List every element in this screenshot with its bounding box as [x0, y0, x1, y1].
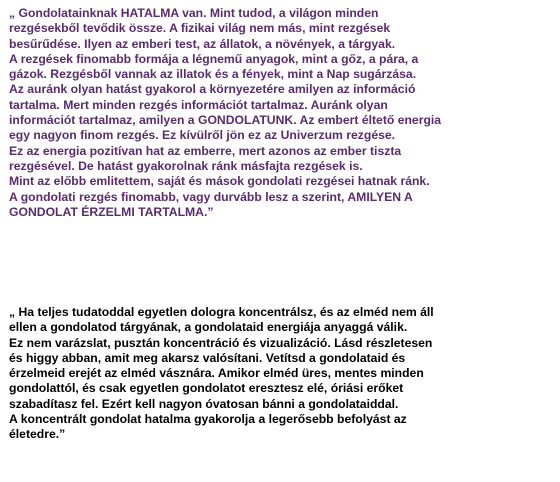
quote-line: „ Gondolatainknak HATALMA van. Mint tudod, a világon minden	[9, 6, 379, 20]
quote-line: „ Ha teljes tudatoddal egyetlen dologra koncentrálsz, és az elméd nem áll	[9, 305, 434, 319]
quote-line: rezgésével. De hatást gyakorolnak ránk másfajta rezgések is.	[9, 158, 363, 173]
quote-line: A gondolati rezgés finomabb, vagy durvább lesz a szerint, AMILYEN A	[9, 189, 413, 204]
quote-line: ellen a gondolatod tárgyának, a gondolataid energiája anyaggá válik.	[9, 320, 408, 335]
quote-line: Ez az energia pozitívan hat az emberre, mert azonos az ember tiszta	[9, 143, 402, 158]
quote-line: gázok. Rezgésből vannak az illatok és a fények, mint a Nap sugárzása.	[9, 67, 417, 82]
quote-line: rezgésekből tevődik össze. A fizikai világ nem más, mint rezgések	[9, 21, 391, 36]
quote-line: Mint az előbb emlitettem, saját és mások gondolati rezgései hatnak ránk.	[9, 174, 430, 189]
quote-line: A koncentrált gondolat hatalma gyakorolja a legerősebb befolyást az	[9, 412, 407, 427]
quote-paragraph-vibrations	[9, 6, 554, 220]
quote-line: GONDOLAT ÉRZELMI TARTALMA.”	[9, 204, 214, 219]
quote-line: és higgy abban, amit meg akarsz valósítani. Vetítsd a gondolataid és	[9, 350, 406, 365]
quote-line: érzelmeid erejét az elméd vásznára. Amikor elméd üres, mentes minden	[9, 366, 424, 381]
quote-line: gondolattól, és csak egyetlen gondolatot eresztesz elé, óriási erőket	[9, 381, 404, 396]
quote-line: életedre.”	[9, 427, 66, 442]
quote-line: A rezgések finomabb formája a légnemű anyagok, mint a gőz, a pára, a	[9, 51, 419, 66]
quote-line: Ez nem varázslat, pusztán koncentráció és vizualizáció. Lásd részletesen	[9, 335, 433, 350]
quote-line: besűrűdése. Ilyen az emberi test, az állatok, a növények, a tárgyak.	[9, 36, 396, 51]
quote-line: Az auránk olyan hatást gyakorol a környezetére amilyen az információ	[9, 82, 416, 97]
quote-line: szabadítasz fel. Ezért kell nagyon óvatosan bánni a gondolataiddal.	[9, 396, 399, 411]
quote-paragraph-concentration	[9, 305, 554, 443]
quote-line: információt tartalmaz, amilyen a GONDOLATUNK. Az embert éltető energia	[9, 113, 442, 128]
quote-line: egy nagyon finom rezgés. Ez kívülről jön ez az Univerzum rezgése.	[9, 128, 396, 143]
quote-line: tartalma. Mert minden rezgés információt tartalmaz. Auránk olyan	[9, 97, 388, 112]
